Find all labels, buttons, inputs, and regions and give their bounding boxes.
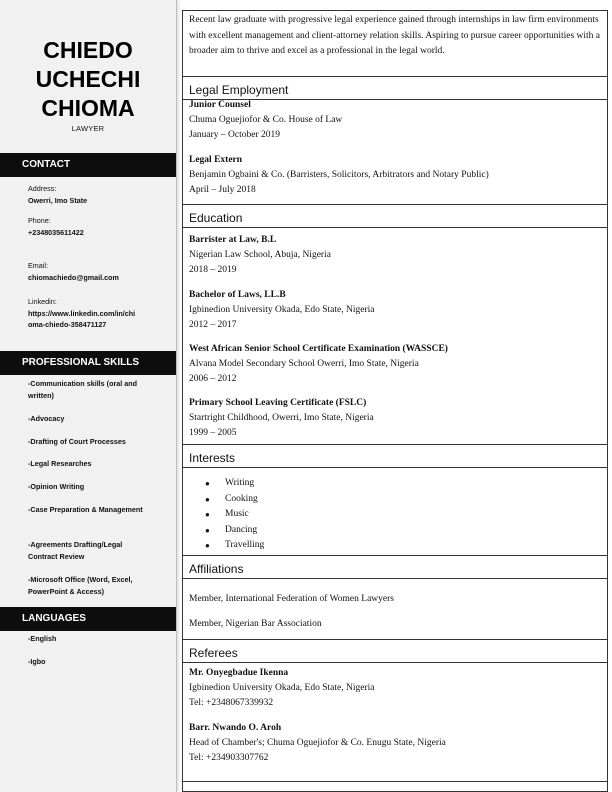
interest-label: Dancing [225,524,258,535]
linkedin-label: Linkedin: [28,297,57,306]
linkedin-value-2[interactable]: oma-chiedo-358471127 [28,320,107,329]
skill-item: -Case Preparation & Management [28,505,143,514]
address-value: Owerri, Imo State [28,195,88,205]
list-item [205,523,264,539]
bullet-icon: ● [205,494,210,504]
education-dates: 2006 – 2012 [189,374,237,384]
bottom-rule [183,781,607,782]
person-name [0,36,176,123]
job-org: Chuma Oguejiofor & Co. House of Law [189,115,343,125]
referee-tel[interactable]: Tel: +2348067339932 [189,698,274,708]
list-item [205,492,264,508]
name-line-2: UCHECHI [35,66,141,92]
job-title: Junior Counsel [189,100,251,110]
bullet-icon: ● [205,541,210,550]
email-block [28,260,153,283]
job-title: Legal Extern [189,155,243,165]
employment-section [183,76,607,100]
affiliation-item: Member, International Federation of Women Lawyers [189,594,394,604]
skill-item: -Advocacy [28,414,65,423]
affiliations-section [183,555,607,579]
education-title: Primary School Leaving Certificate (FSLC) [189,398,367,408]
skill-item: -Drafting of Court Processes [28,437,126,446]
section-heading: Interests [183,445,607,468]
education-org: Nigerian Law School, Abuja, Nigeria [189,250,331,260]
bullet-icon: ● [205,510,210,519]
education-title: West African Senior School Certificate Examination (WASSCE) [189,344,448,354]
list-item [205,476,264,492]
interest-label: Travelling [225,540,265,550]
skill-item: -Communication skills (oral and written) [28,379,138,400]
education-org: Alvana Model Secondary School Owerri, Imo State, Nigeria [189,359,419,369]
list-item [205,507,264,523]
referee-entry [189,666,601,711]
section-heading: Referees [183,640,607,663]
education-entry [189,288,601,333]
main-content [182,10,608,792]
referee-tel[interactable]: Tel: +234903307762 [189,753,269,763]
language-item: -English [28,634,57,643]
referee-org: Head of Chamber's; Chuma Oguejiofor & Co. Enugu State, Nigeria [189,738,446,748]
skill-item: -Microsoft Office (Word, Excel, PowerPoint & Access) [28,575,133,596]
bullet-icon: ● [205,525,210,535]
interests-list [205,476,264,554]
referee-entry [189,721,601,766]
role-title: LAWYER [71,124,105,133]
education-entry [189,233,601,278]
section-heading: Education [183,205,607,228]
referee-org: Igbinedion University Okada, Edo State, Nigeria [189,683,375,693]
name-line-1: CHIEDO [43,37,133,63]
job-entry [189,98,601,143]
language-item: -Igbo [28,657,46,666]
job-dates: January – October 2019 [189,130,281,140]
skills-heading: PROFESSIONAL SKILLS [0,351,176,375]
education-dates: 2012 – 2017 [189,320,237,330]
education-org: Startright Childhood, Owerri, Imo State, Nigeria [189,413,374,423]
summary-text: Recent law graduate with progressive legal experience gained through internships in law firm environments with excellent management and client-attorney relation skills. Aspiring to pursue career opportunities with a broader aim to thrive and excel as a professional in the legal world. [189,15,601,56]
email-value[interactable]: chiomachiedo@gmail.com [28,272,119,282]
job-org: Benjamin Ogbaini & Co. (Barristers, Solicitors, Arbitrators and Notary Public) [189,170,489,180]
education-title: Barrister at Law, B.L [189,235,277,245]
referees-section [183,639,607,663]
sidebar [0,0,177,792]
phone-block [28,215,153,238]
phone-value[interactable]: +2348035611422 [28,227,84,237]
education-entry [189,342,601,387]
job-entry [189,153,601,198]
section-heading: Legal Employment [183,77,607,100]
bullet-icon: ● [205,479,210,488]
education-dates: 2018 – 2019 [189,265,237,275]
address-label: Address: [28,184,57,193]
education-title: Bachelor of Laws, LL.B [189,290,286,300]
phone-label: Phone: [28,216,51,225]
education-org: Igbinedion University Okada, Edo State, Nigeria [189,305,375,315]
section-heading: Affiliations [183,556,607,579]
skill-item: -Opinion Writing [28,482,85,491]
skill-item: -Agreements Drafting/Legal Contract Review [28,540,123,561]
list-item [205,538,264,554]
education-dates: 1999 – 2005 [189,428,237,438]
contact-block [28,183,153,206]
name-line-3: CHIOMA [41,95,135,121]
interest-label: Music [225,509,249,519]
job-dates: April – July 2018 [189,185,256,195]
education-section [183,204,607,228]
interests-section [183,444,607,468]
linkedin-value-1[interactable]: https://www.linkedin.com/in/chi [28,308,136,318]
referee-name: Mr. Onyegbadue Ikenna [189,668,289,678]
affiliation-item: Member, Nigerian Bar Association [189,619,322,629]
referee-name: Barr. Nwando O. Aroh [189,723,282,733]
linkedin-block [28,296,153,331]
email-label: Email: [28,261,48,270]
interest-label: Cooking [225,493,258,504]
languages-heading: LANGUAGES [0,607,176,631]
interest-label: Writing [225,478,255,488]
contact-heading: CONTACT [0,153,176,177]
skill-item: -Legal Researches [28,459,92,468]
education-entry [189,396,601,441]
